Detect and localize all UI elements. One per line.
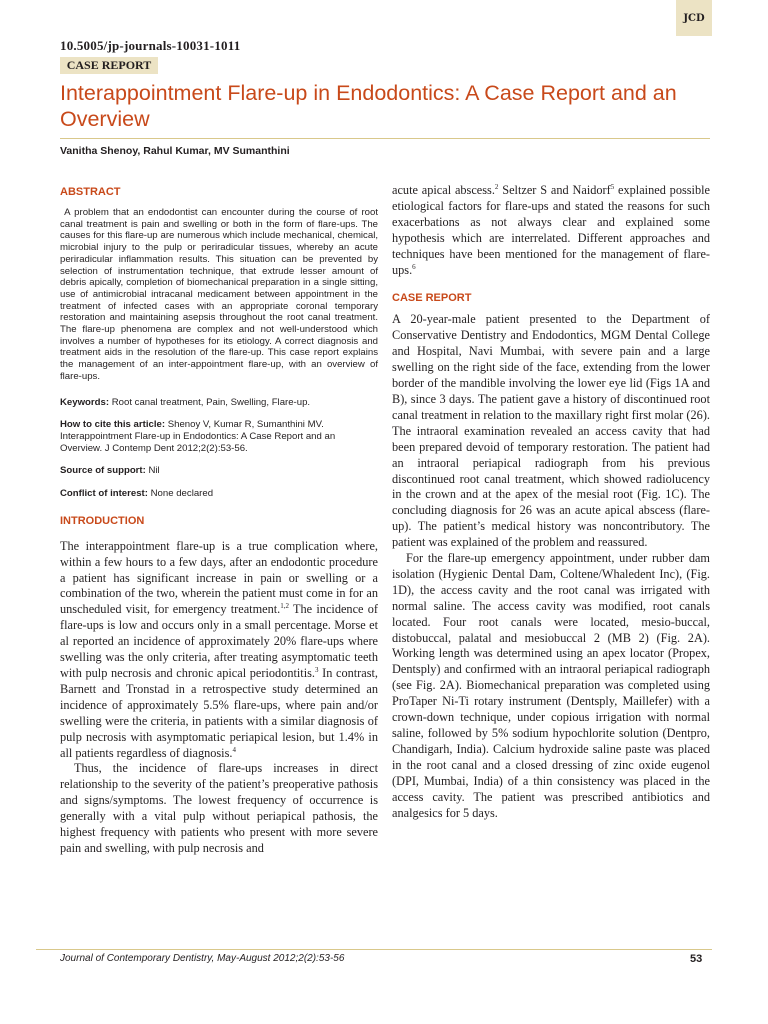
right-column bbox=[392, 183, 710, 821]
introduction-heading: INTRODUCTION bbox=[60, 514, 145, 527]
conflict-label: Conflict of interest: bbox=[60, 488, 148, 500]
citation-value: Shenoy V, Kumar R, Sumanthini MV. Interappointment Flare-up in Endodontics: A Case Report and an Overview. J Contemp Dent 2012;2(2):53-56. bbox=[60, 419, 336, 454]
section-label: CASE REPORT bbox=[60, 57, 158, 74]
keywords-value: Root canal treatment, Pain, Swelling, Flare-up. bbox=[111, 396, 311, 408]
citation-ref: 4 bbox=[232, 745, 236, 754]
cont-text: explained possible etiological factors for flare-ups and stated the reasons for such exacerbations as not always clear and explained some hypothesis which are interrelated. Different approaches and techniques have been mentioned for the management of flare-ups. bbox=[392, 183, 710, 277]
title-divider bbox=[60, 138, 710, 139]
article-title: Interappointment Flare-up in Endodontics: A Case Report and an Overview bbox=[60, 81, 677, 131]
keywords-label: Keywords: bbox=[60, 396, 110, 408]
introduction-continuation bbox=[392, 183, 710, 278]
abstract-heading: ABSTRACT bbox=[60, 186, 121, 198]
source-of-support bbox=[60, 465, 378, 477]
citation-ref: 2 bbox=[494, 183, 499, 191]
case-report-heading: CASE REPORT bbox=[392, 292, 472, 305]
abstract-body: A problem that an endodontist can encounter during the course of root canal treatment is pain and swelling or both in the form of flare-ups. The causes for this flare-up are numerous which include mechanical, chemical, microbial injury to the pulp or periradicular tissues, whereby an acute periradicular inflammation results. This situation can be prevented by selection of instrumentation technique, that extrude lesser amount of debris apically, completion of biomechanical preparation in a single sitting, use of antimicrobial intracanal medicament between appointment in the treatment of infected cases with an appropriate coronal temporary restoration and maintaining asepsis throughout the root canal treatment. The flare-up phenomena are complex and not well-understood which involves a number of hypotheses for its etiology. A correct diagnosis and treatment aids in the resolution of the flare-up. This case report explains the management of an inter-appointment flare-up, with an overview of flare-ups. bbox=[60, 207, 379, 382]
journal-abbrev-tab: JCD bbox=[676, 0, 712, 36]
intro-text: The incidence of flare-ups is low and occurs only in a small percentage. Morse et al reported an incidence of approximately 20% flare-ups where swelling was the only criteria, after treating asymptomatic teeth with pulp necrosis and chronic apical periodontitis. bbox=[60, 602, 378, 681]
introduction-paragraph-2: Thus, the incidence of flare-ups increases in direct relationship to the severity of the patient’s preoperative pathosis and signs/symptoms. The lowest frequency of occurrence is generally with a vital pulp without periapical pathosis, the highest frequency with patients who present with more severe pain and swelling, with pulp necrosis and bbox=[60, 761, 378, 855]
citation bbox=[60, 419, 378, 454]
citation-ref: 1,2 bbox=[280, 602, 289, 611]
citation-ref: 6 bbox=[412, 262, 416, 271]
conflict-value: None declared bbox=[150, 488, 214, 500]
intro-text: In contrast, Barnett and Tronstad in a retrospective study determined an incidence of approximately 5.5% flare-ups, where pain and/or swelling were the criteria, in patients with a similar diagnosis of pulp necrosis with asymptomatic periapical lesion, but 1.4% in all patients regardless of diagnosis. bbox=[60, 666, 378, 760]
support-label: Source of support: bbox=[60, 465, 146, 477]
case-report-paragraph-2: For the flare-up emergency appointment, under rubber dam isolation (Hygienic Dental Dam, Coltene/Whaledent Inc), (Fig. 1D), the access cavity and the root canal was irrigated with normal saline. The access cavity was modified, root canals located. Four root canals were located, mesio-buccal, distobuccal, palatal and mesiobuccal 2 (MB 2) (Fig. 2A). Working length was determined using an apex locator (Propex, Dentsply) and confirmed with an intraoral periapical radiograph (see Fig. 2A). Biomechanical preparation was completed using ProTaper Ni-Ti rotary instrument (Dentsply, Maillefer) with a crown-down technique, under copious irrigation with normal saline, followed by 5% sodium hypochlorite solution (Dentpro, Chandigarh, India). Calcium hydroxide saline paste was placed in the root canal and a closed dressing of zinc oxide eugenol (DPI, Mumbai, India) of a thin consistency was placed in the access cavity. The patient was prescribed antibiotics and analgesics for 5 days. bbox=[392, 551, 710, 820]
footer-divider bbox=[36, 949, 712, 950]
support-value: Nil bbox=[148, 465, 160, 477]
footer-journal: Journal of Contemporary Dentistry, May-August 2012;2(2):53-56 bbox=[60, 953, 345, 964]
keywords bbox=[60, 397, 378, 409]
citation-ref: 3 bbox=[315, 666, 319, 675]
cont-text: acute apical abscess. bbox=[392, 183, 495, 197]
left-column bbox=[60, 186, 378, 857]
case-report-paragraph-1: A 20-year-male patient presented to the Department of Conservative Dentistry and Endodontics, MGM Dental College and Hospital, Navi Mumbai, with severe pain and a large swelling on the right side of the face, extending from the lower border of the mandible involving the lower eye lid (Figs 1A and B), since 3 days. The patient gave a history of discontinued root canal treatment in relation to the maxillary right first molar (26). The intraoral examination revealed an access cavity that had been prepared devoid of temporary restoration. The patient had an intraoral periapical radiograph from his previous discontinued root canal treatment, which showed radiolucency in the crown and at the apex of the mesial root (Fig. 1C). The concluding diagnosis for 26 was an acute apical abscess (flare-up). The patient’s medical history was noncontributory. The patient was explained of the problem and reassured. bbox=[392, 312, 710, 550]
intro-text: The interappointment flare-up is a true complication where, within a few hours to a few days, after an endodontic procedure a patient has significant increase in pain or swelling or a combination of the two, wherein the patient must come in for an unscheduled visit, for emergency treatment. bbox=[60, 538, 378, 617]
authors: Vanitha Shenoy, Rahul Kumar, MV Sumanthini bbox=[60, 145, 290, 157]
conflict-of-interest bbox=[60, 488, 378, 500]
page-number: 53 bbox=[690, 953, 703, 965]
cont-text: Seltzer S and Naidorf bbox=[498, 183, 611, 197]
citation-label: How to cite this article: bbox=[60, 419, 166, 431]
abstract-text bbox=[60, 207, 378, 383]
citation-ref: 5 bbox=[610, 183, 615, 191]
doi: 10.5005/jp-journals-10031-1011 bbox=[60, 38, 241, 53]
introduction-paragraph-1 bbox=[60, 539, 378, 762]
